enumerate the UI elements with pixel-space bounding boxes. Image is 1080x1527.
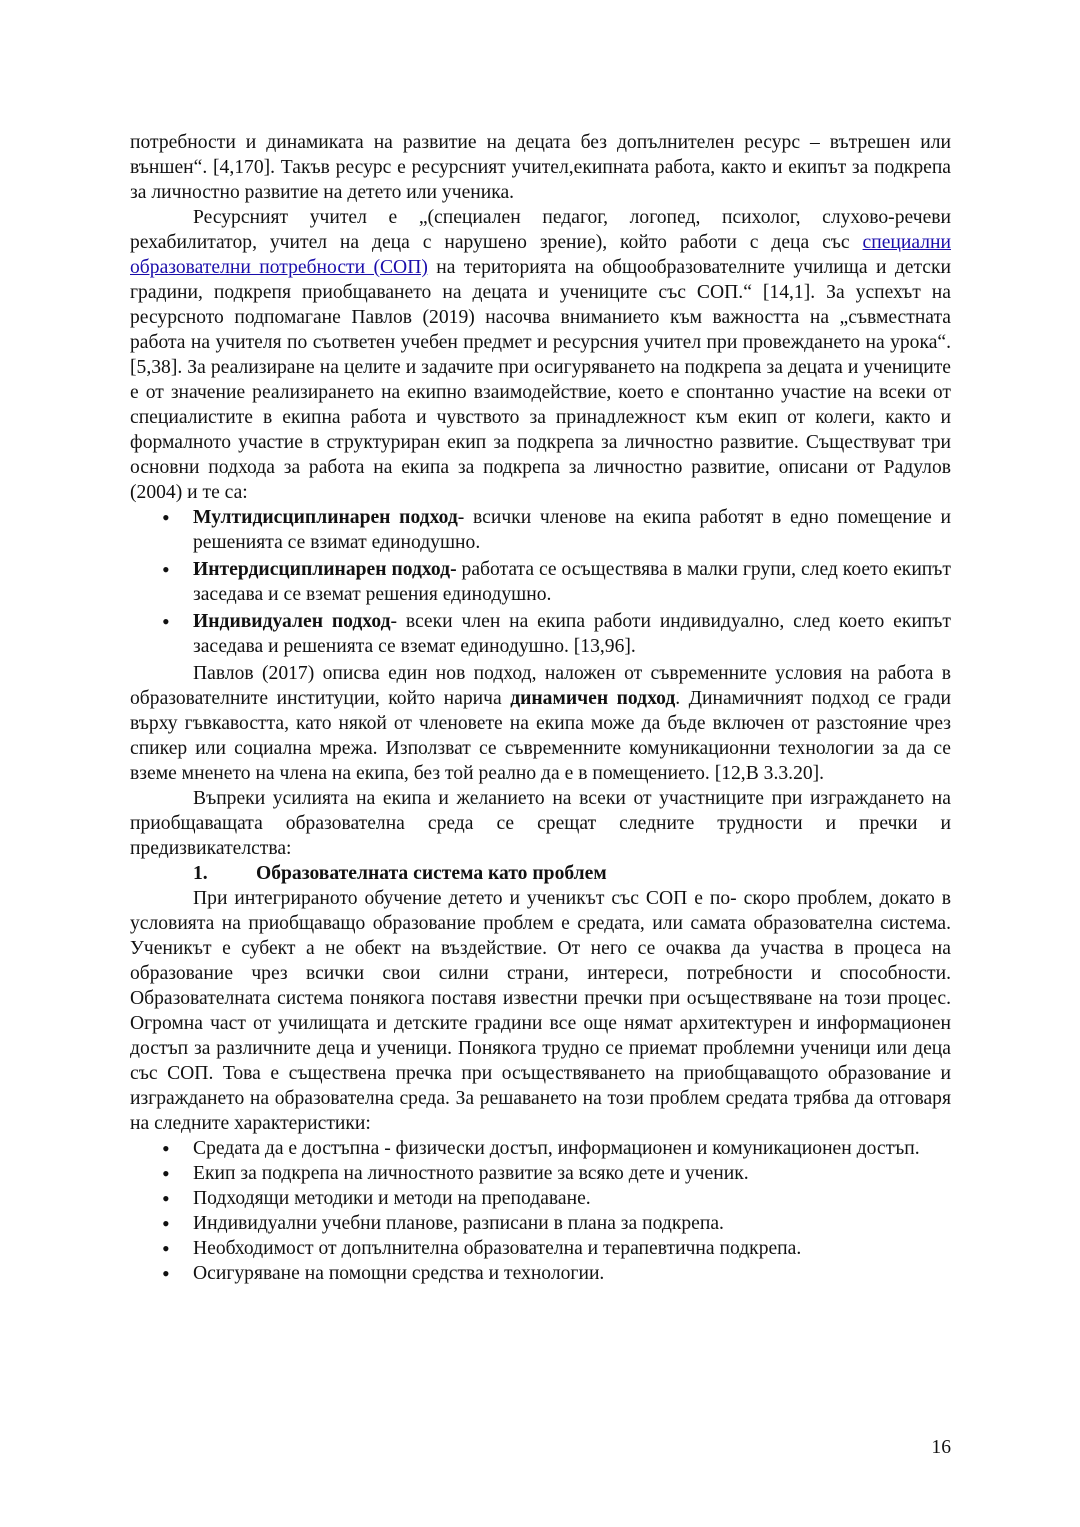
paragraph-education-system: При интегрираното обучение детето и ученикът със СОП е по- скоро проблем, докато в условията на приобщаващо образование проблем е средата, или самата образователна система. Ученикът е субект а не обект на въздействие. От него се очаква да участва в процеса на образование чрез всички свои силни страни, интереси, потребности и способности. Образователната система понякога поставя известни пречки при осъществяване на този процес. Огромна част от училищата и детските градини все още нямат архитектурен и информационен достъп за различните деца и ученици. Понякога трудно се приемат проблемни ученици или деца със СОП. Това е съществена пречка при осъществяването на приобщаващото образование и изграждането на образователна среда. За решаването на този проблем средата трябва да отговаря на следните характеристики: — [130, 888, 951, 1134]
list-item-individual — [130, 609, 951, 659]
list-item: • Необходимост от допълнителна образователна и терапевтична подкрепа. — [130, 1236, 951, 1261]
section-number: 1. — [193, 863, 208, 884]
list-item: • Средата да е достъпна - физически достъп, информационен и комуникационен достъп. — [130, 1136, 951, 1161]
paragraph-text: Ресурсният учител е „(специален педагог, логопед, психолог, слухово-речеви рехабилитатор, учител на деца с нарушено зрение), който работи с деца със — [130, 207, 951, 253]
dynamic-approach-term: динамичен подход — [510, 688, 676, 709]
sop-link[interactable]: специални образователни потребности (СОП) — [130, 232, 951, 278]
approach-title: Индивидуален подход — [193, 611, 391, 632]
list-item-interdisciplinary — [130, 557, 951, 607]
approach-text: - всички членове на екипа работят в едно помещение и решенията се взимат единодушно. — [193, 507, 951, 553]
list-item: • Осигуряване на помощни средства и технологии. — [130, 1261, 951, 1286]
section-title: Образователната система като проблем — [256, 863, 607, 884]
list-item-multidisciplinary — [130, 505, 951, 555]
approach-title: Интердисциплинарен подход- — [193, 559, 457, 580]
approach-text: работата се осъществява в малки групи, след което екипът заседава и се вземат решения единодушно. — [193, 559, 951, 605]
page-content — [130, 130, 951, 1286]
page-number: 16 — [931, 1437, 951, 1458]
list-item: • Индивидуални учебни планове, разписани в плана за подкрепа. — [130, 1211, 951, 1236]
list-item: • Подходящи методики и методи на преподаване. — [130, 1186, 951, 1211]
paragraph-text: на територията на общообразователните училища и детски градини, подкрепя приобщаването на децата и учениците със СОП.“ [14,1]. За успехът на ресурсното подпомагане Павлов (2019) насочва вниманието към важността на „съвместната работа на учителя по съответен учебен предмет и ресурсния учител при провеждането на урока“. [5,38]. За реализиране на целите и задачите при осигуряването на подкрепа за децата и учениците е от значение реализирането на екипно взаимодействие, което е спонтанно участие на всеки от специалистите в екипна работа и чувството за принадлежност към екип от колеги, както и формалното участие в структуриран екип за подкрепа за личностно развитие. Съществуват три основни подхода за работа на екипа за подкрепа за личностно развитие, описани от Радулов (2004) и те са: — [130, 257, 951, 503]
paragraph-difficulties: Въпреки усилията на екипа и желанието на всеки от участниците при изграждането на приобщаващата образователна среда се срещат следните трудности и пречки и предизвикателства: — [130, 788, 951, 859]
characteristics-list — [130, 1136, 951, 1286]
approaches-list — [130, 505, 951, 659]
paragraph-resource-teacher — [130, 205, 951, 505]
paragraph-dynamic-approach — [130, 661, 951, 786]
paragraph-text: . Динамичният подход се гради върху гъвкавостта, като някой от членовете на екипа може да бъде включен от разстояние чрез спикер или социална мрежа. Използват се съвременните комуникационни технологии за да се вземе мненето на члена на екипа, без той реално да е в помещението. [12,В 3.3.20]. — [130, 688, 951, 784]
section-heading — [130, 861, 951, 886]
paragraph-continuation: потребности и динамиката на развитие на децата без допълнителен ресурс – вътрешен или външен“. [4,170]. Такъв ресурс е ресурсният учител,екипната работа, както и екипът за подкрепа за личностно развитие на детето или ученика. — [130, 132, 951, 203]
list-item: • Екип за подкрепа на личностното развитие за всяко дете и ученик. — [130, 1161, 951, 1186]
paragraph-text: Павлов (2017) описва един нов подход, наложен от съвременните условия на работа в образователните институции, който нарича — [130, 663, 951, 709]
approach-text: - всеки член на екипа работи индивидуално, след което екипът заседава и решенията се вземат единодушно. [13,96]. — [193, 611, 951, 657]
approach-title: Мултидисциплинарен подход — [193, 507, 458, 528]
